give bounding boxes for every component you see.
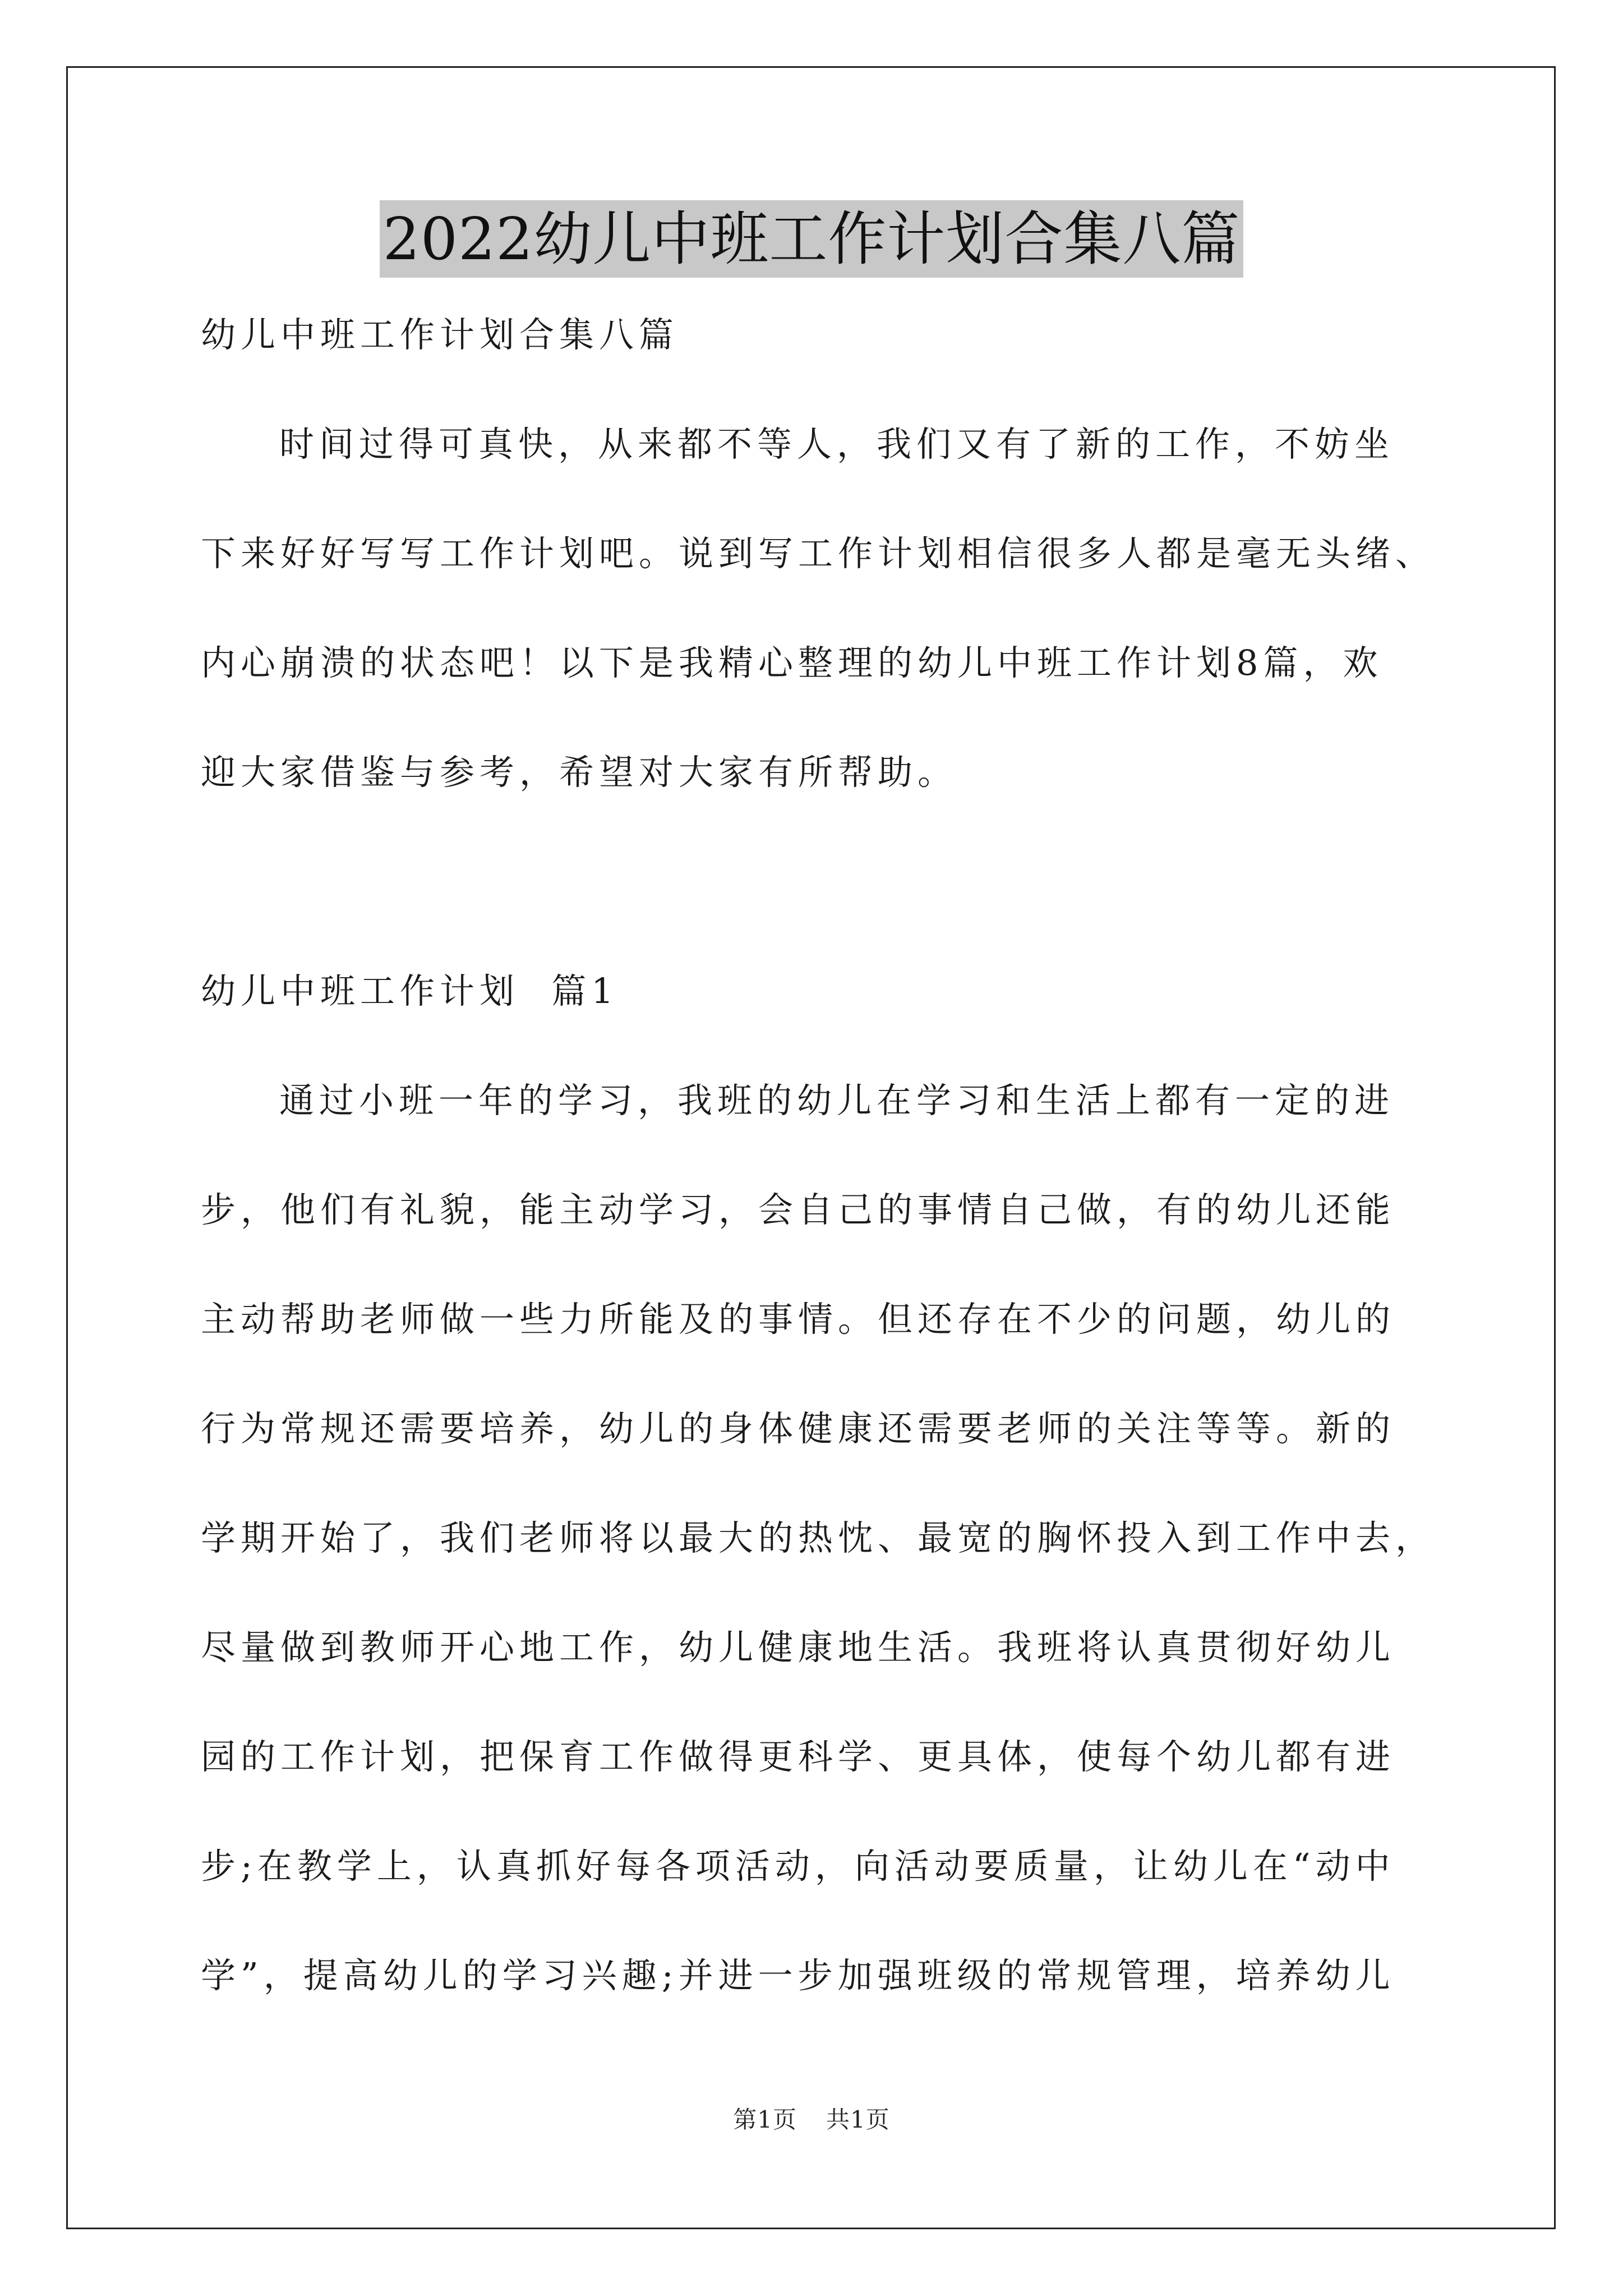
section-line: 行为常规还需要培养，幼儿的身体健康还需要老师的关注等等。新的 [201,1408,1396,1449]
section-heading: 幼儿中班工作计划 篇1 [201,970,619,1011]
document-title: 2022幼儿中班工作计划合集八篇 [380,200,1244,278]
section-line: 学”，提高幼儿的学习兴趣;并进一步加强班级的常规管理，培养幼儿 [201,1955,1395,1996]
page-number: 第1页 [733,2106,797,2133]
intro-line: 内心崩溃的状态吧！以下是我精心整理的幼儿中班工作计划8篇，欢 [201,642,1383,683]
section-line: 通过小班一年的学习，我班的幼儿在学习和生活上都有一定的进 [279,1080,1395,1121]
page-total: 共1页 [826,2106,890,2133]
document-subtitle: 幼儿中班工作计划合集八篇 [201,314,679,355]
paragraph-spacer [201,859,1429,969]
title-block [0,200,1623,278]
intro-line: 下来好好写写工作计划吧。说到写工作计划相信很多人都是毫无头绪、 [201,533,1436,574]
intro-line: 时间过得可真快，从来都不等人，我们又有了新的工作，不妨坐 [279,424,1395,464]
page-footer [0,2101,1623,2135]
section-line: 尽量做到教师开心地工作，幼儿健康地生活。我班将认真贯彻好幼儿 [201,1627,1396,1668]
document-body [201,312,1436,2063]
intro-line: 迎大家借鉴与参考，希望对大家有所帮助。 [201,752,958,793]
section-line: 学期开始了，我们老师将以最大的热忱、最宽的胸怀投入到工作中去， [201,1517,1436,1558]
section-line: 步，他们有礼貌，能主动学习，会自己的事情自己做，有的幼儿还能 [201,1189,1396,1230]
section-line: 园的工作计划，把保育工作做得更科学、更具体，使每个幼儿都有进 [201,1736,1396,1777]
section-line: 步;在教学上，认真抓好每各项活动，向活动要质量，让幼儿在“动中 [201,1846,1395,1887]
section-line: 主动帮助老师做一些力所能及的事情。但还存在不少的问题，幼儿的 [201,1299,1396,1340]
